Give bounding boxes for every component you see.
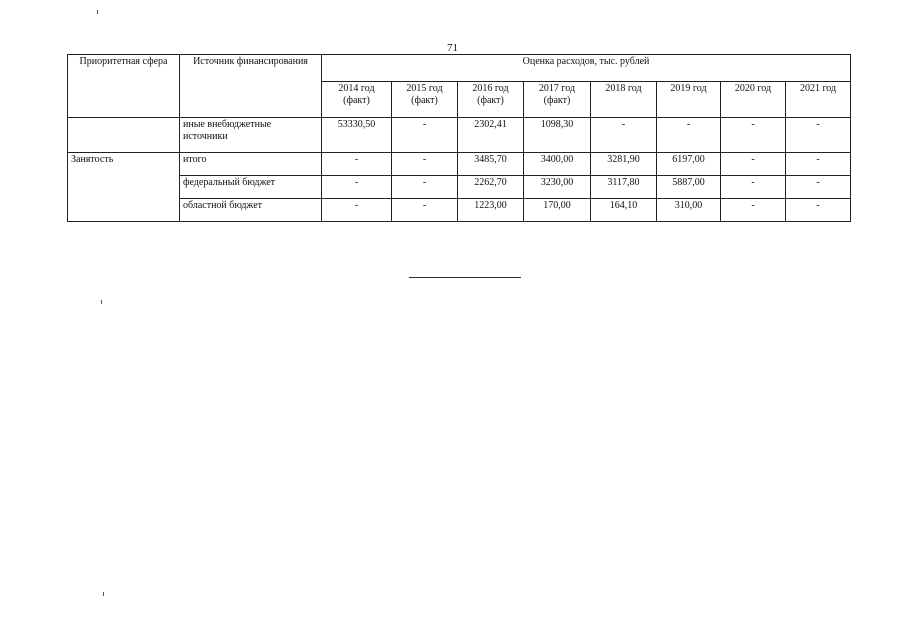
cell-source: итого bbox=[180, 153, 322, 176]
page-number: 71 bbox=[447, 42, 458, 54]
header-estimate: Оценка расходов, тыс. рублей bbox=[322, 55, 851, 82]
cell-value: - bbox=[322, 153, 392, 176]
cell-value: - bbox=[392, 118, 458, 153]
cell-value: 3400,00 bbox=[524, 153, 591, 176]
scan-speck bbox=[103, 592, 104, 596]
cell-value: - bbox=[721, 153, 786, 176]
header-year: 2014 год (факт) bbox=[322, 82, 392, 118]
header-year: 2019 год bbox=[657, 82, 721, 118]
cell-value: - bbox=[721, 118, 786, 153]
cell-area bbox=[68, 118, 180, 153]
cell-value: - bbox=[322, 176, 392, 199]
cell-value: - bbox=[392, 199, 458, 222]
cell-value: - bbox=[786, 176, 851, 199]
cell-value: 6197,00 bbox=[657, 153, 721, 176]
cell-value: - bbox=[392, 176, 458, 199]
scan-speck bbox=[97, 10, 98, 14]
closing-rule bbox=[409, 277, 521, 278]
cell-value: 164,10 bbox=[591, 199, 657, 222]
cell-source: федеральный бюджет bbox=[180, 176, 322, 199]
cell-value: 3230,00 bbox=[524, 176, 591, 199]
cell-value: - bbox=[657, 118, 721, 153]
header-source: Источник финансирования bbox=[180, 55, 322, 118]
table-row bbox=[68, 199, 851, 222]
cell-value: - bbox=[786, 153, 851, 176]
header-year: 2020 год bbox=[721, 82, 786, 118]
cell-source: областной бюджет bbox=[180, 199, 322, 222]
header-year: 2016 год (факт) bbox=[458, 82, 524, 118]
cell-value: 310,00 bbox=[657, 199, 721, 222]
header-year: 2017 год (факт) bbox=[524, 82, 591, 118]
cell-value: 3117,80 bbox=[591, 176, 657, 199]
cell-area bbox=[68, 199, 180, 222]
table-row bbox=[68, 153, 851, 176]
header-year: 2018 год bbox=[591, 82, 657, 118]
cell-value: 1223,00 bbox=[458, 199, 524, 222]
budget-table bbox=[67, 54, 851, 222]
cell-value: - bbox=[591, 118, 657, 153]
scan-speck bbox=[101, 300, 102, 304]
cell-value: 5887,00 bbox=[657, 176, 721, 199]
header-year: 2015 год (факт) bbox=[392, 82, 458, 118]
table-row bbox=[68, 118, 851, 153]
header-area: Приоритетная сфера bbox=[68, 55, 180, 118]
cell-value: 1098,30 bbox=[524, 118, 591, 153]
cell-value: - bbox=[322, 199, 392, 222]
cell-value: 3281,90 bbox=[591, 153, 657, 176]
cell-value: - bbox=[786, 199, 851, 222]
cell-value: 53330,50 bbox=[322, 118, 392, 153]
cell-value: - bbox=[721, 176, 786, 199]
cell-value: - bbox=[786, 118, 851, 153]
cell-value: 2262,70 bbox=[458, 176, 524, 199]
cell-value: 2302,41 bbox=[458, 118, 524, 153]
cell-value: - bbox=[721, 199, 786, 222]
cell-area bbox=[68, 176, 180, 199]
cell-value: - bbox=[392, 153, 458, 176]
table-row bbox=[68, 176, 851, 199]
cell-source: иные внебюджетные источники bbox=[180, 118, 322, 153]
cell-value: 3485,70 bbox=[458, 153, 524, 176]
header-year: 2021 год bbox=[786, 82, 851, 118]
cell-value: 170,00 bbox=[524, 199, 591, 222]
cell-area: Занятость bbox=[68, 153, 180, 176]
